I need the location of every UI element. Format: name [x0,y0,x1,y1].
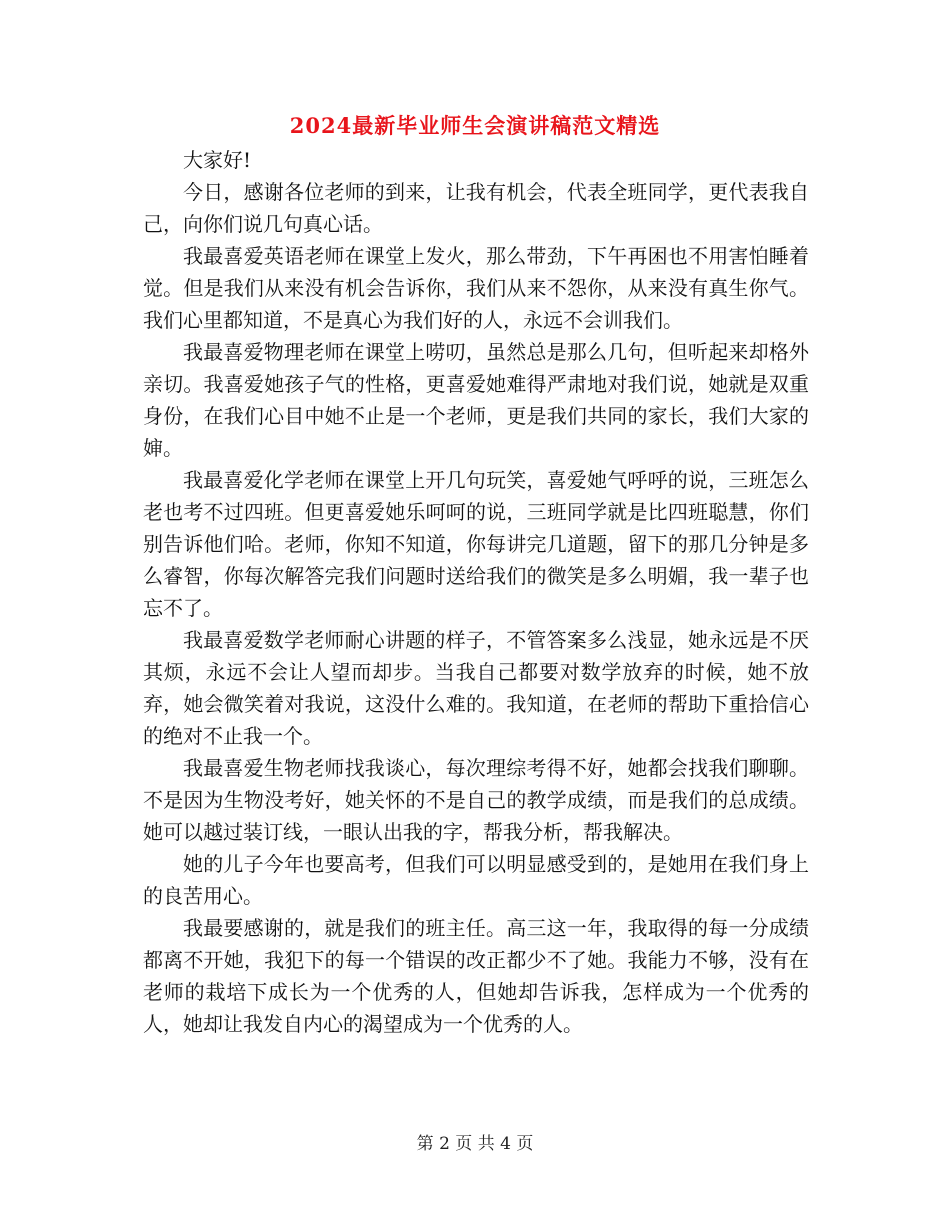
paragraph-english-teacher: 我最喜爱英语老师在课堂上发火，那么带劲，下午再困也不用害怕睡着觉。但是我们从来没有机会告诉你，我们从来不怨你，从来没有真生你气。我们心里都知道，不是真心为我们好的人，永远不会训我们。 [143,244,809,332]
paragraph-physics-teacher: 我最喜爱物理老师在课堂上唠叨，虽然总是那么几句，但听起来却格外亲切。我喜爱她孩子气的性格，更喜爱她难得严肃地对我们说，她就是双重身份，在我们心目中她不止是一个老师，更是我们共同的家长，我们大家的婶。 [143,340,809,460]
paragraph-biology-son: 她的儿子今年也要高考，但我们可以明显感受到的，是她用在我们身上的良苦用心。 [143,852,809,908]
paragraph-chemistry-teacher: 我最喜爱化学老师在课堂上开几句玩笑，喜爱她气呼呼的说，三班怎么老也考不过四班。但更喜爱她乐呵呵的说，三班同学就是比四班聪慧，你们别告诉他们哈。老师，你知不知道，你每讲完几道题，留下的那几分钟是多么睿智，你每次解答完我们问题时送给我们的微笑是多么明媚，我一辈子也忘不了。 [143,468,809,620]
paragraph-intro: 今日，感谢各位老师的到来，让我有机会，代表全班同学，更代表我自己，向你们说几句真心话。 [143,180,809,236]
document-title: 2024最新毕业师生会演讲稿范文精选 [289,113,661,138]
document-body [143,144,809,1040]
paragraph-head-teacher: 我最要感谢的，就是我们的班主任。高三这一年，我取得的每一分成绩都离不开她，我犯下的每一个错误的改正都少不了她。我能力不够，没有在老师的栽培下成长为一个优秀的人，但她却告诉我，怎样成为一个优秀的人，她却让我发自内心的渴望成为一个优秀的人。 [143,916,809,1036]
page-number-footer: 第 2 页 共 4 页 [416,1134,534,1154]
paragraph-greeting: 大家好! [183,148,252,172]
paragraph-math-teacher: 我最喜爱数学老师耐心讲题的样子，不管答案多么浅显，她永远是不厌其烦，永远不会让人望而却步。当我自己都要对数学放弃的时候，她不放弃，她会微笑着对我说，这没什么难的。我知道，在老师的帮助下重拾信心的绝对不止我一个。 [143,628,809,748]
paragraph-biology-teacher: 我最喜爱生物老师找我谈心，每次理综考得不好，她都会找我们聊聊。不是因为生物没考好，她关怀的不是自己的教学成绩，而是我们的总成绩。她可以越过装订线，一眼认出我的字，帮我分析，帮我解决。 [143,756,809,844]
